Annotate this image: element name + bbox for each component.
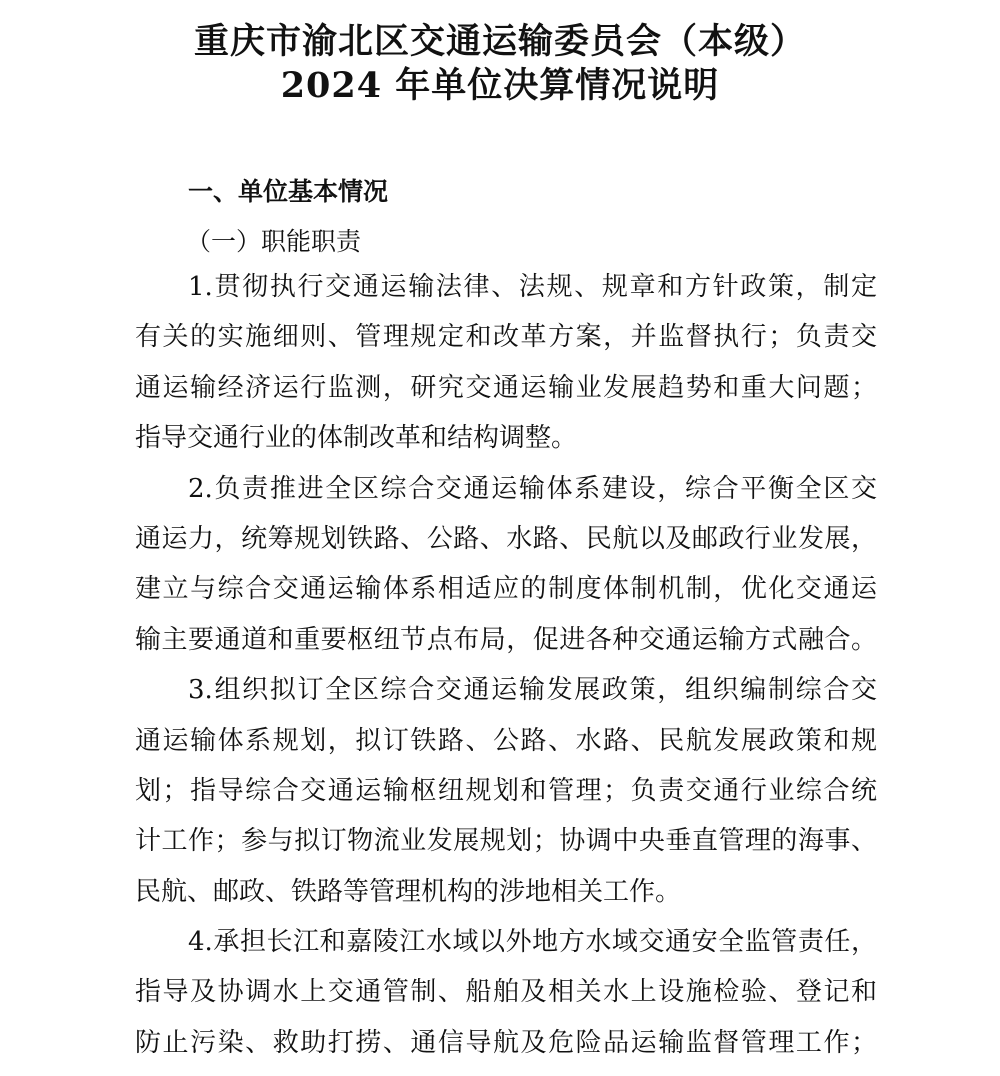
paragraph-line: 3.组织拟订全区综合交通运输发展政策，组织编制综合交 [188, 675, 877, 706]
paragraph-line: 防止污染、救助打捞、通信导航及危险品运输监督管理工作； [135, 1027, 877, 1058]
paragraph [135, 673, 877, 925]
paragraph-line: 通运力，统筹规划铁路、公路、水路、民航以及邮政行业发展， [135, 523, 877, 554]
subsection-heading: （一）职能职责 [186, 227, 362, 256]
paragraph-line: 指导及协调水上交通管制、船舶及相关水上设施检验、登记和 [135, 977, 877, 1008]
document-title-line-1: 重庆市渝北区交通运输委员会（本级） [193, 21, 806, 62]
paragraph-line: 1.贯彻执行交通运输法律、法规、规章和方针政策，制定 [188, 272, 877, 302]
paragraph-line: 2.负责推进全区综合交通运输体系建设，综合平衡全区交 [188, 473, 877, 504]
paragraph-line: 通运输经济运行监测，研究交通运输业发展趋势和重大问题； [135, 372, 877, 403]
paragraph [135, 925, 877, 1076]
section-heading: 一、单位基本情况 [188, 177, 389, 206]
paragraph-line: 民航、邮政、铁路等管理机构的涉地相关工作。 [135, 876, 682, 907]
paragraph-line: 指导交通行业的体制改革和结构调整。 [135, 423, 578, 454]
paragraph-line: 4.承担长江和嘉陵江水域以外地方水域交通安全监管责任， [188, 927, 877, 958]
paragraph-line: 划；指导综合交通运输枢纽规划和管理；负责交通行业综合统 [135, 775, 877, 806]
paragraph-line: 通运输体系规划，拟订铁路、公路、水路、民航发展政策和规 [135, 725, 877, 756]
document-title-line-2: 2024 年单位决算情况说明 [280, 65, 720, 106]
paragraph-line: 计工作；参与拟订物流业发展规划；协调中央垂直管理的海事、 [135, 826, 877, 857]
paragraph-line: 建立与综合交通运输体系相适应的制度体制机制，优化交通运 [135, 574, 877, 605]
paragraph [135, 270, 877, 472]
document-body [135, 270, 877, 1076]
paragraph [135, 472, 877, 674]
paragraph-line: 输主要通道和重要枢纽节点布局，促进各种交通运输方式融合。 [135, 624, 877, 655]
paragraph-line: 有关的实施细则、管理规定和改革方案，并监督执行；负责交 [135, 322, 877, 353]
